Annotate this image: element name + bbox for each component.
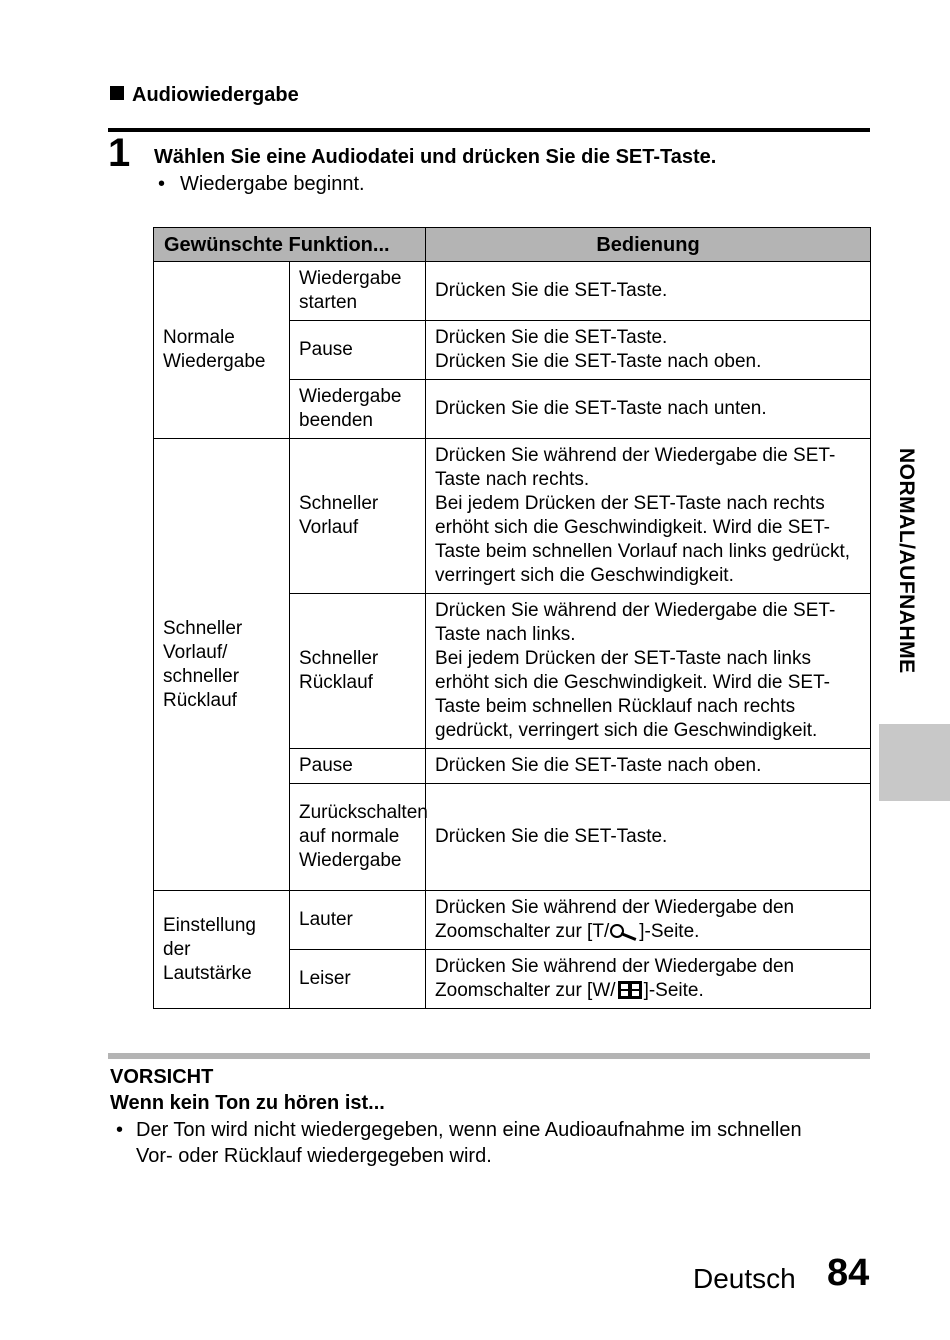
operation-text: Bei jedem Drücken der SET-Taste nach rechts erhöht sich die Geschwindigkeit. Wird die SET-Taste beim schnellen Vorlauf nach links gedrückt, verringert sich die Geschwindigkeit. xyxy=(435,493,851,586)
footer-language: Deutsch xyxy=(693,1263,796,1294)
side-tab-label: NORMAL/AUFNAHME xyxy=(895,448,918,674)
sub-function: Schneller Rücklauf xyxy=(290,594,426,749)
step-note xyxy=(158,173,365,196)
table-header-row xyxy=(154,228,871,262)
magnifier-icon xyxy=(609,923,639,939)
operation-text xyxy=(435,979,861,1003)
sub-function: Wiedergabe beenden xyxy=(290,380,426,439)
operation-text: Drücken Sie während der Wiedergabe die SET-Taste nach rechts. xyxy=(435,445,836,490)
group-label-fast: Schneller Vorlauf/ schneller Rücklauf xyxy=(154,439,290,891)
operation-text-post: ]-Seite. xyxy=(643,980,704,1001)
operation-text: Drücken Sie während der Wiedergabe die SET-Taste nach links. xyxy=(435,600,836,645)
operation-text-pre: Zoomschalter zur [T/ xyxy=(435,921,610,942)
operation-cell xyxy=(426,262,871,321)
operation-text: Drücken Sie die SET-Taste. xyxy=(435,327,668,348)
caution-text: Der Ton wird nicht wiedergegeben, wenn eine Audioaufnahme im schnellen Vor- oder Rücklauf wiedergegeben wird. xyxy=(136,1119,802,1167)
operation-cell xyxy=(426,594,871,749)
operation-text-pre: Zoomschalter zur [W/ xyxy=(435,980,616,1001)
operation-text: Bei jedem Drücken der SET-Taste nach links erhöht sich die Geschwindigkeit. Wird die SET-Taste beim schnellen Rücklauf nach rechts gedrückt, verringert sich die Geschwindigkeit. xyxy=(435,648,830,741)
operation-cell xyxy=(426,321,871,380)
grid-thumbnail-icon xyxy=(618,981,642,999)
sub-function: Schneller Vorlauf xyxy=(290,439,426,594)
caution-label: VORSICHT xyxy=(110,1066,214,1088)
page-number: 84 xyxy=(827,1252,870,1294)
sub-function: Lauter xyxy=(290,891,426,950)
operation-cell xyxy=(426,380,871,439)
operation-text: Drücken Sie die SET-Taste nach oben. xyxy=(435,755,762,776)
operation-text xyxy=(435,920,861,944)
operation-cell xyxy=(426,439,871,594)
table-row xyxy=(154,439,871,594)
operation-text: Drücken Sie während der Wiedergabe den xyxy=(435,897,795,918)
sub-function: Pause xyxy=(290,321,426,380)
header-operation: Bedienung xyxy=(426,228,871,262)
operation-text: Drücken Sie die SET-Taste nach oben. xyxy=(435,351,762,372)
operation-text-post: ]-Seite. xyxy=(639,921,700,942)
sub-function: Pause xyxy=(290,749,426,784)
caution-bullet-item xyxy=(116,1117,816,1169)
square-bullet-icon xyxy=(110,86,124,100)
operation-cell xyxy=(426,950,871,1009)
group-label-volume: Einstellung der Lautstärke xyxy=(154,891,290,1009)
header-function: Gewünschte Funktion... xyxy=(154,228,426,262)
side-tab-marker xyxy=(879,724,950,801)
operation-cell xyxy=(426,749,871,784)
table-row xyxy=(154,262,871,321)
step-number: 1 xyxy=(108,131,131,175)
sub-function: Wiedergabe starten xyxy=(290,262,426,321)
group-label-normal: Normale Wiedergabe xyxy=(154,262,290,439)
step-title: Wählen Sie eine Audiodatei und drücken Sie die SET-Taste. xyxy=(154,146,717,168)
caution-rule xyxy=(108,1053,870,1059)
operation-cell xyxy=(426,784,871,891)
table-row xyxy=(154,891,871,950)
function-table xyxy=(153,227,871,1009)
step-rule xyxy=(108,128,870,132)
operation-text: Drücken Sie die SET-Taste. xyxy=(435,280,668,301)
operation-text: Drücken Sie die SET-Taste nach unten. xyxy=(435,398,767,419)
operation-text: Drücken Sie die SET-Taste. xyxy=(435,826,668,847)
sub-function: Zurückschalten auf normale Wiedergabe xyxy=(290,784,426,891)
operation-text: Drücken Sie während der Wiedergabe den xyxy=(435,956,795,977)
section-heading-text: Audiowiedergabe xyxy=(132,84,299,106)
caution-bullet-mark: • xyxy=(116,1119,124,1141)
step-note-bullet: • xyxy=(158,173,166,195)
section-heading xyxy=(110,84,299,107)
step-note-text: Wiedergabe beginnt. xyxy=(180,173,365,195)
sub-function: Leiser xyxy=(290,950,426,1009)
caution-subtitle: Wenn kein Ton zu hören ist... xyxy=(110,1092,385,1114)
operation-cell xyxy=(426,891,871,950)
